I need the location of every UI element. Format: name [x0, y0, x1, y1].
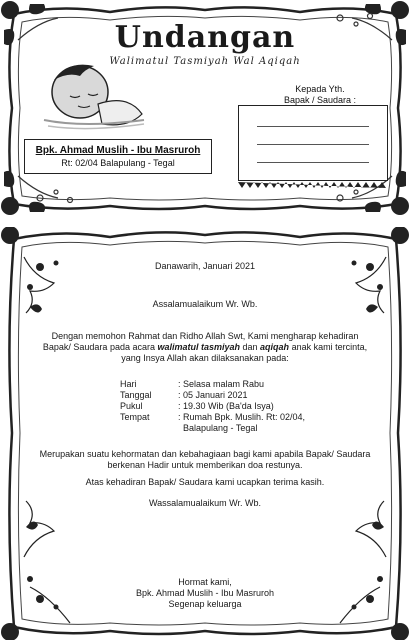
sender-name: Bpk. Ahmad Muslih - Ibu Masruroh [35, 145, 201, 156]
family-line: Segenap keluarga [168, 599, 242, 609]
recipient-sublabel: Bapak / Saudara : [283, 95, 357, 105]
recipient-label: Kepada Yth. [295, 84, 345, 94]
greeting: Assalamualaikum Wr. Wb. [152, 299, 258, 309]
letter-card [0, 227, 410, 640]
honor-line: berkenan Hadir untuk memberikan doa restunya. [107, 460, 303, 470]
intro-line: yang Insya Allah akan dilaksanakan pada: [121, 353, 289, 363]
recipient-line [257, 162, 369, 163]
recipient-line [257, 144, 369, 145]
event-details [120, 379, 360, 434]
zigzag-border [238, 182, 386, 188]
thanks-line: Atas kehadiran Bapak/ Saudara kami ucapkan terima kasih. [85, 477, 325, 487]
detail-row: Tanggal : 05 Januari 2021 [120, 390, 248, 400]
sender-address: Rt: 02/04 Balapulang - Tegal [61, 158, 175, 168]
recipient-box [238, 105, 388, 181]
intro-line: Dengan memohon Rahmat dan Ridho Allah Swt, Kami mengharap kehadiran [51, 331, 359, 341]
recipient-line [257, 126, 369, 127]
event-name: aqiqah [260, 342, 290, 352]
signer-name: Bpk. Ahmad Muslih - Ibu Masruroh [135, 588, 275, 598]
sender-box [24, 139, 212, 174]
envelope-card [0, 0, 410, 216]
honor-line: Merupakan suatu kehormatan dan kebahagiaan bagi kami apabila Bapak/ Saudara [39, 449, 371, 459]
detail-row: Hari : Selasa malam Rabu [120, 379, 265, 389]
closing-greeting: Wassalamualaikum Wr. Wb. [148, 498, 262, 508]
sleeping-baby-illustration [44, 65, 144, 129]
regards: Hormat kami, [178, 577, 232, 587]
invitation-subtitle: Walimatul Tasmiyah Wal Aqiqah [109, 56, 301, 67]
invitation-title: Undangan [114, 20, 296, 55]
detail-row: Pukul : 19.30 Wib (Ba'da Isya) [120, 401, 274, 411]
event-name: walimatul tasmiyah [157, 342, 241, 352]
place-date: Danawarih, Januari 2021 [154, 261, 256, 271]
detail-row: Balapulang - Tegal [178, 423, 258, 433]
detail-row: Tempat : Rumah Bpk. Muslih. Rt: 02/04, [120, 412, 306, 422]
intro-line: Bapak/ Saudara pada acara walimatul tasmiyah dan aqiqah anak kami tercinta, [42, 342, 368, 352]
